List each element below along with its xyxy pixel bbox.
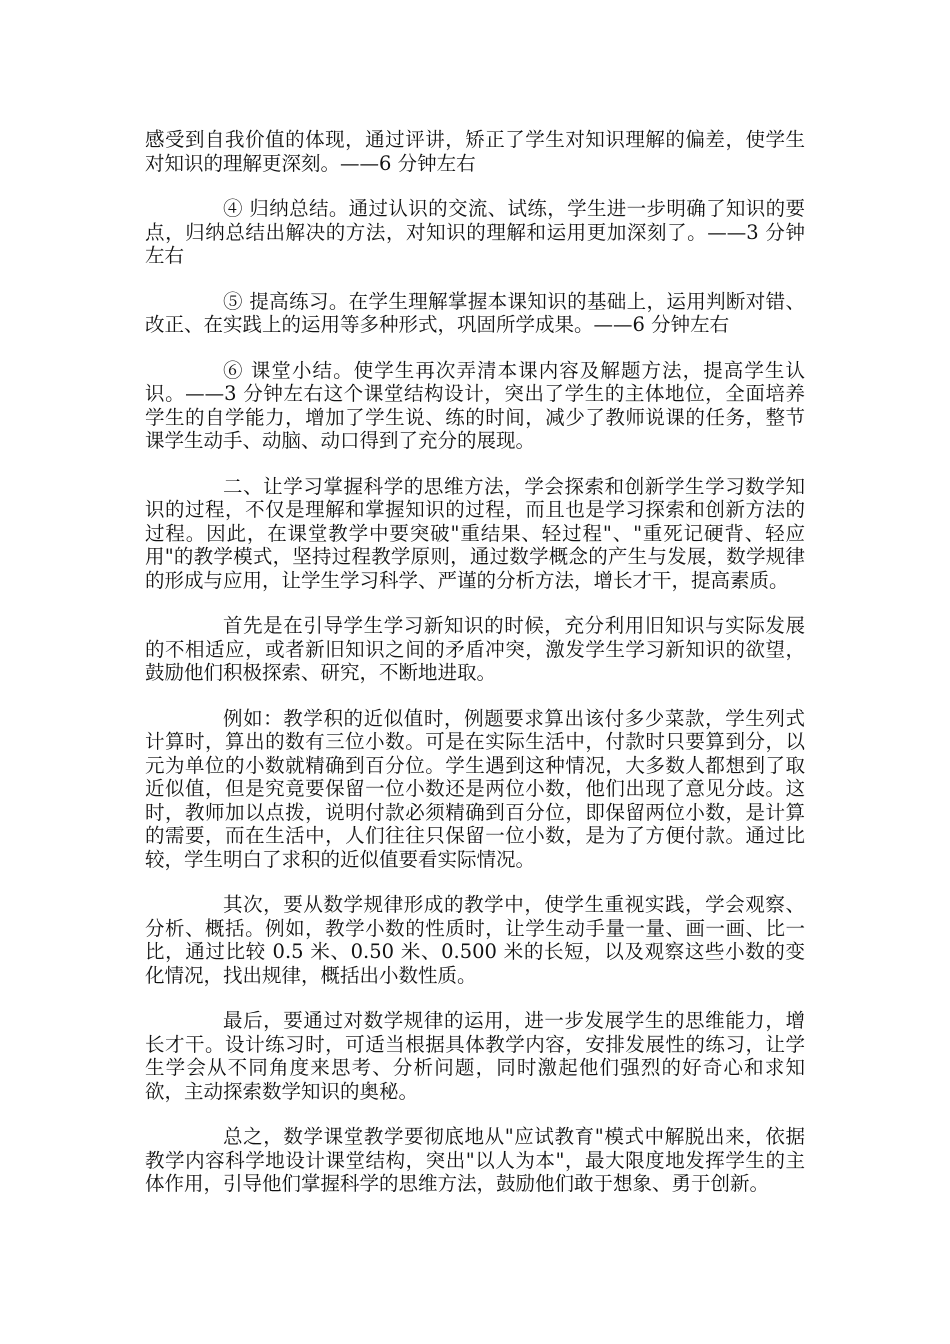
paragraph: ④ 归纳总结。通过认识的交流、试练，学生进一步明确了知识的要点，归纳总结出解决的方法，对知识的理解和运用更加深刻了。——3 分钟左右 bbox=[145, 197, 805, 267]
paragraph: ⑤ 提高练习。在学生理解掌握本课知识的基础上，运用判断对错、改正、在实践上的运用等多种形式，巩固所学成果。——6 分钟左右 bbox=[145, 289, 805, 336]
paragraph: 首先是在引导学生学习新知识的时候，充分利用旧知识与实际发展的不相适应，或者新旧知识之间的矛盾冲突，激发学生学习新知识的欲望，鼓励他们积极探索、研究，不断地进取。 bbox=[145, 614, 805, 684]
paragraph: 感受到自我价值的体现，通过评讲，矫正了学生对知识理解的偏差，使学生对知识的理解更深刻。——6 分钟左右 bbox=[145, 128, 805, 175]
document-body bbox=[145, 128, 805, 1218]
paragraph: 最后，要通过对数学规律的运用，进一步发展学生的思维能力，增长才干。设计练习时，可适当根据具体教学内容，安排发展性的练习，让学生学会从不同角度来思考、分析问题，同时激起他们强烈的好奇心和求知欲，主动探索数学知识的奥秘。 bbox=[145, 1009, 805, 1103]
paragraph: 总之，数学课堂教学要彻底地从"应试教育"模式中解脱出来，依据教学内容科学地设计课堂结构，突出"以人为本"，最大限度地发挥学生的主体作用，引导他们掌握科学的思维方法，鼓励他们敢于想象、勇于创新。 bbox=[145, 1125, 805, 1195]
paragraph: 其次，要从数学规律形成的教学中，使学生重视实践，学会观察、分析、概括。例如，教学小数的性质时，让学生动手量一量、画一画、比一比，通过比较 0.5 米、0.50 米、0.500 米的长短，以及观察这些小数的变化情况，找出规律，概括出小数性质。 bbox=[145, 893, 805, 987]
paragraph: 例如：教学积的近似值时，例题要求算出该付多少菜款，学生列式计算时，算出的数有三位小数。可是在实际生活中，付款时只要算到分，以元为单位的小数就精确到百分位。学生遇到这种情况，大多数人都想到了取近似值，但是究竟要保留一位小数还是两位小数，他们出现了意见分歧。这时，教师加以点拨，说明付款必须精确到百分位，即保留两位小数，是计算的需要，而在生活中，人们往往只保留一位小数，是为了方便付款。通过比较，学生明白了求积的近似值要看实际情况。 bbox=[145, 706, 805, 871]
paragraph: 二、让学习掌握科学的思维方法，学会探索和创新学生学习数学知识的过程，不仅是理解和掌握知识的过程，而且也是学习探索和创新方法的过程。因此，在课堂教学中要突破"重结果、轻过程"、"重死记硬背、轻应用"的教学模式，坚持过程教学原则，通过数学概念的产生与发展，数学规律的形成与应用，让学生学习科学、严谨的分析方法，增长才干，提高素质。 bbox=[145, 474, 805, 592]
paragraph: ⑥ 课堂小结。使学生再次弄清本课内容及解题方法，提高学生认识。——3 分钟左右这个课堂结构设计，突出了学生的主体地位，全面培养学生的自学能力，增加了学生说、练的时间，减少了教师说课的任务，整节课学生动手、动脑、动口得到了充分的展现。 bbox=[145, 358, 805, 452]
